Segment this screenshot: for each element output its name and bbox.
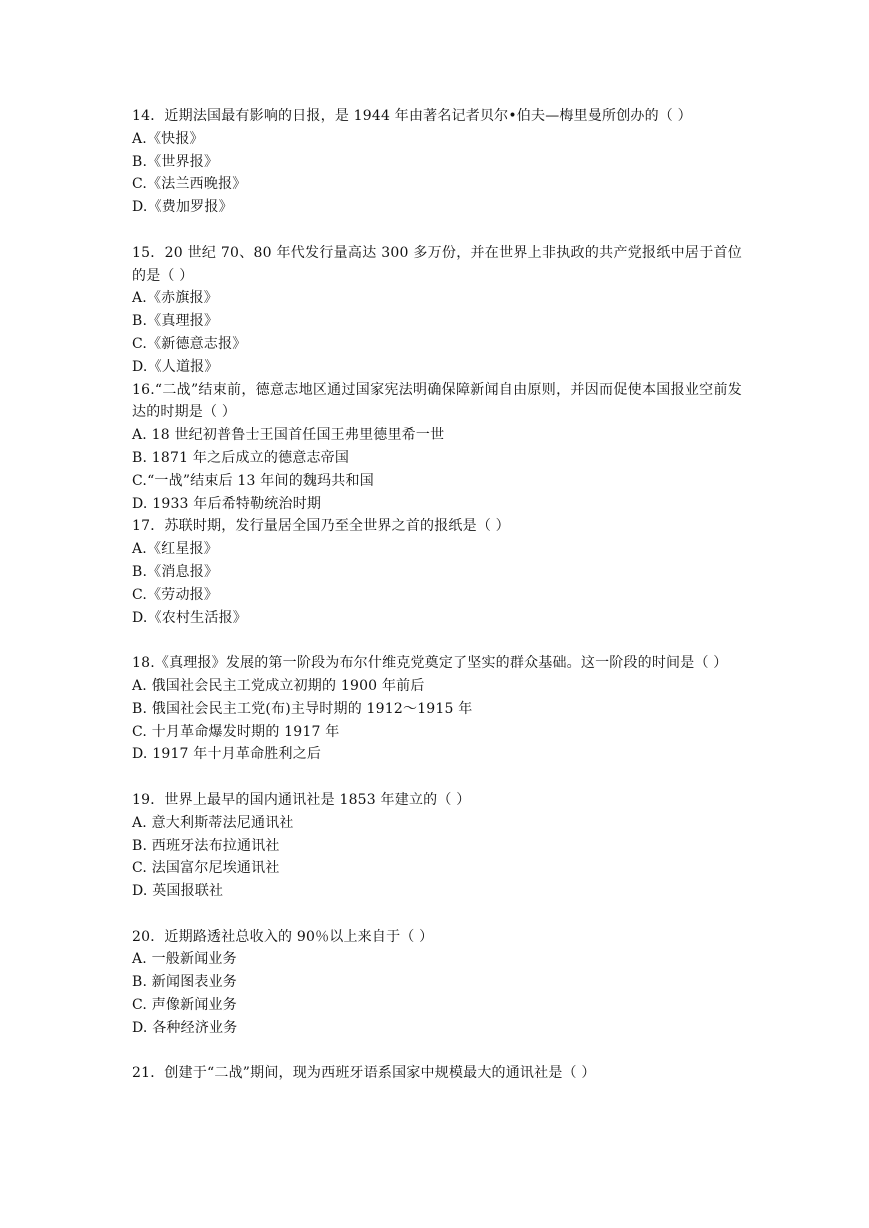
question-stem: 19．世界上最早的国内通讯社是 1853 年建立的（ ）	[132, 791, 471, 808]
question-19	[132, 789, 742, 903]
option-b: B.《消息报》	[132, 563, 219, 580]
option-c: C.“一战”结束后 13 年间的魏玛共和国	[132, 472, 374, 489]
question-stem: 16.“二战”结束前，德意志地区通过国家宪法明确保障新闻自由原则，并因而促使本国报业空前发达的时期是（ ）	[132, 381, 742, 421]
question-stem: 14．近期法国最有影响的日报，是 1944 年由著名记者贝尔•伯夫—梅里曼所创办的（ ）	[132, 108, 692, 124]
question-21	[132, 1062, 742, 1085]
option-d: D.《人道报》	[132, 358, 219, 375]
option-c: C. 声像新闻业务	[132, 997, 237, 1014]
option-b: B.《世界报》	[132, 153, 219, 170]
option-b: B. 1871 年之后成立的德意志帝国	[132, 449, 350, 466]
question-14	[132, 105, 742, 219]
option-a: A.《快报》	[132, 130, 204, 147]
question-stem: 21．创建于“二战”期间，现为西班牙语系国家中规模最大的通讯社是（ ）	[132, 1065, 596, 1082]
question-17	[132, 515, 742, 629]
option-c: C.《新德意志报》	[132, 335, 247, 352]
option-b: B. 新闻图表业务	[132, 974, 237, 991]
option-a: A.《红星报》	[132, 541, 218, 558]
option-d: D.《农村生活报》	[132, 609, 247, 626]
option-a: A. 一般新闻业务	[132, 951, 237, 968]
question-20	[132, 926, 742, 1040]
question-stem: 18.《真理报》发展的第一阶段为布尔什维克党奠定了坚实的群众基础。这一阶段的时间是（ ）	[132, 655, 728, 672]
question-15	[132, 242, 742, 379]
question-stem: 15．20 世纪 70、80 年代发行量高达 300 多万份，并在世界上非执政的共产党报纸中居于首位的是（ ）	[132, 244, 742, 284]
option-a: A. 俄国社会民主工党成立初期的 1900 年前后	[132, 677, 425, 694]
option-a: A. 意大利斯蒂法尼通讯社	[132, 814, 294, 831]
option-d: D. 1917 年十月革命胜利之后	[132, 746, 322, 763]
option-a: A. 18 世纪初普鲁士王国首任国王弗里德里希一世	[132, 427, 445, 444]
option-d: D. 各种经济业务	[132, 1019, 238, 1036]
option-c: C.《劳动报》	[132, 586, 219, 603]
option-a: A.《赤旗报》	[132, 290, 218, 307]
option-b: B. 西班牙法布拉通讯社	[132, 837, 280, 854]
question-stem: 20．近期路透社总收入的 90％以上来自于（ ）	[132, 928, 434, 945]
question-16	[132, 379, 742, 516]
option-d: D. 1933 年后希特勒统治时期	[132, 495, 322, 512]
document-page	[132, 105, 742, 1085]
option-c: C. 法国富尔尼埃通讯社	[132, 860, 280, 877]
option-d: D. 英国报联社	[132, 883, 224, 900]
option-c: C.《法兰西晚报》	[132, 176, 247, 193]
question-stem: 17．苏联时期，发行量居全国乃至全世界之首的报纸是（ ）	[132, 518, 510, 535]
option-d: D.《费加罗报》	[132, 199, 233, 216]
option-b: B.《真理报》	[132, 313, 219, 330]
question-18	[132, 652, 742, 766]
option-b: B. 俄国社会民主工党(布)主导时期的 1912～1915 年	[132, 700, 473, 717]
option-c: C. 十月革命爆发时期的 1917 年	[132, 723, 340, 740]
